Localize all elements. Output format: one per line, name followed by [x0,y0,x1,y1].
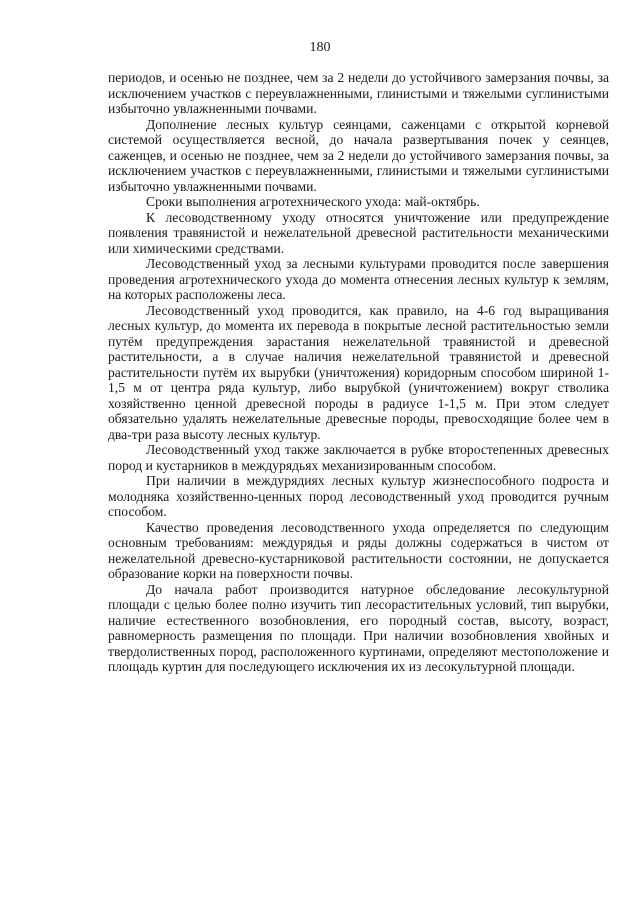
paragraph: Лесоводственный уход за лесными культурами проводится после завершения проведения агротехнического ухода до момента отнесения лесных культур к землям, на которых расположены леса. [108,256,609,302]
paragraph: Лесоводственный уход также заключается в рубке второстепенных древесных пород и кустарников в междурядьях механизированным способом. [108,442,609,473]
paragraph: К лесоводственному уходу относятся уничтожение или предупреждение появления травянистой и нежелательной древесной растительности механическими или химическими средствами. [108,209,609,256]
paragraph: До начала работ производится натурное обследование лесокультурной площади с целью более полно изучить тип лесорастительных условий, тип вырубки, наличие естественного возобновления, его породный состав, высоту, возраст, равномерность размещения по площади. При наличии возобновления хвойных и твердолиственных пород, расположенного куртинами, определяют местоположение и площадь куртин для последующего исключения их из лесокультурной площади. [108,581,609,674]
paragraph: При наличии в междурядиях лесных культур жизнеспособного подроста и молодняка хозяйственно-ценных пород лесоводственный уход проводится ручным способом. [108,473,609,519]
body-text [108,70,609,675]
paragraph: Сроки выполнения агротехнического ухода: май-октябрь. [146,194,480,209]
paragraph: Дополнение лесных культур сеянцами, саженцами с открытой корневой системой осуществляется весной, до начала развертывания почек у сеянцев, саженцев, и осенью не позднее, чем за 2 недели до устойчивого замерзания почвы, за исключением участков с переувлажненными, глинистыми и тяжелыми суглинистыми избыточно увлажненными почвами. [108,116,609,194]
page-number: 180 [309,40,331,55]
paragraph-continued: периодов, и осенью не позднее, чем за 2 недели до устойчивого замерзания почвы, за исключением участков с переувлажненными, глинистыми и тяжелыми суглинистыми избыточно увлажненными почвами. [108,70,609,116]
paragraph: Лесоводственный уход проводится, как правило, на 4-6 год выращивания лесных культур, до момента их перевода в покрытые лесной растительностью земли путём предупреждения зарастания нежелательной травянистой и древесной растительности, а в случае наличия нежелательной травянистой и древесной растительности путём их вырубки (уничтожения) коридорным способом шириной 1-1,5 м от центра ряда культур, либо вырубкой (уничтожением) вокруг стволика хозяйственно ценной древесной породы в радиусе 1-1,5 м. При этом следует обязательно удалять нежелательные древесные породы, превосходящие более чем в два-три раза высоту лесных культур. [108,302,609,442]
paragraph: Качество проведения лесоводственного ухода определяется по следующим основным требованиям: междурядья и ряды должны содержаться в чистом от нежелательной древесно-кустарниковой растительности состоянии, не допускается образование корки на поверхности почвы. [108,519,609,581]
